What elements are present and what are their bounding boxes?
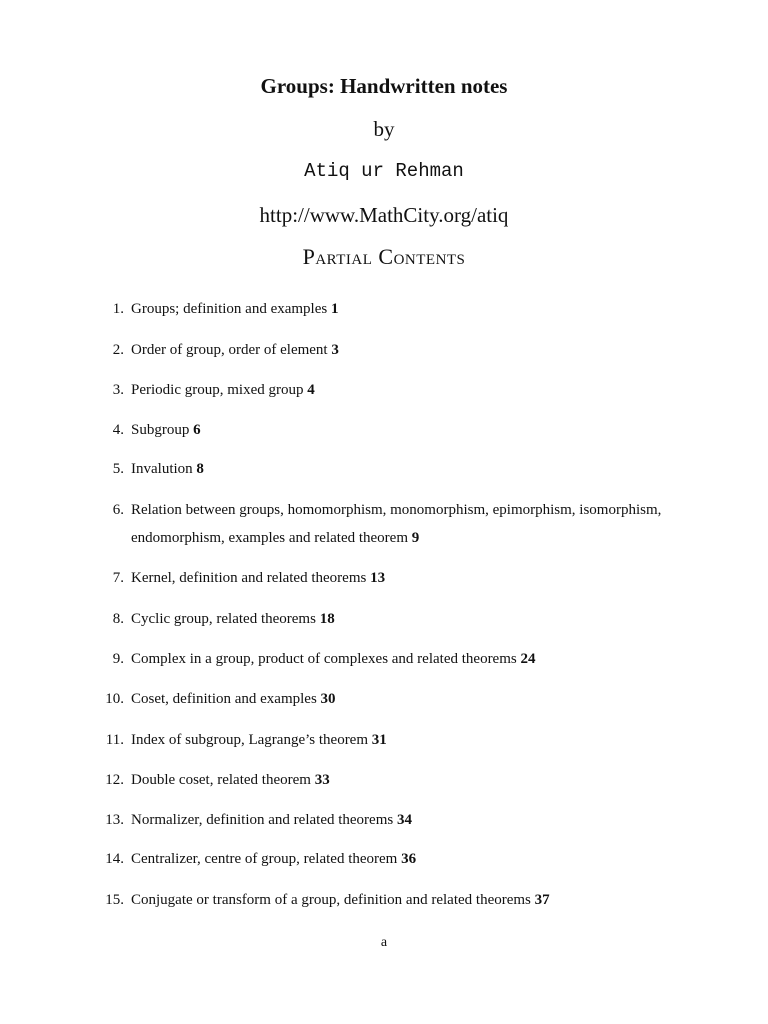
toc-item-number: 13. [105,812,124,828]
toc-item-title: Complex in a group, product of complexes and related theorems [131,651,517,667]
toc-item-text-wrapper [131,689,706,709]
toc-item-page: 4 [307,382,315,398]
toc-item-title: Periodic group, mixed group [131,382,304,398]
author-name: Atiq ur Rehman [304,160,464,182]
toc-item-text-wrapper [131,649,706,669]
toc-item-number: 4. [112,422,124,438]
toc-item-text-wrapper [131,340,706,360]
toc-item-number: 11. [105,732,124,748]
toc-item-number: 7. [112,570,124,586]
toc-item-page: 30 [320,691,336,707]
toc-item-title-line1: Relation between groups, homomorphism, monomorphism, epimorphism, isomorphism, [131,502,662,518]
toc-item-number: 1. [112,301,124,317]
toc-item-text-wrapper [131,770,706,790]
toc-item-title: Index of subgroup, Lagrange’s theorem [131,732,369,748]
toc-item-number: 14. [105,851,124,867]
toc-item-number: 2. [112,342,124,358]
toc-item-page: 1 [330,301,339,317]
toc-item-title: Coset, definition and examples [131,691,317,707]
byline-label: by [373,117,395,141]
toc-item-title: Conjugate or transform of a group, definition and related theorems [131,892,531,908]
toc-item-text-wrapper [131,459,706,479]
toc-item-number: 15. [105,892,124,908]
toc-item-page: 34 [396,812,412,828]
contents-heading: Partial Contents [302,244,466,269]
toc-item-title-line2-wrapper [131,528,706,548]
toc-item-title: Centralizer, centre of group, related theorem [131,851,398,867]
toc-item-text-wrapper [131,299,706,319]
toc-item-page: 36 [401,851,417,867]
website-link[interactable]: http://www.MathCity.org/atiq [259,203,509,227]
toc-item-title: Subgroup [131,422,190,438]
toc-item-text-wrapper [131,730,706,750]
toc-item-text-wrapper [131,380,706,400]
toc-item-title: endomorphism, examples and related theorem [131,530,408,546]
toc-item-page: 9 [411,530,420,546]
toc-item-title: Normalizer, definition and related theorems [131,812,394,828]
toc-item-title: Invalution [131,461,193,477]
toc-item-page: 6 [193,422,201,438]
toc-item-number: 9. [112,651,124,667]
toc-item-number: 6. [112,502,124,518]
toc-item-page: 13 [370,570,386,586]
page-footer-label: a [380,935,388,950]
toc-item-text-wrapper [131,810,706,830]
toc-item-title: Double coset, related theorem [131,772,311,788]
toc-item-title: Kernel, definition and related theorems [131,570,367,586]
toc-item-page: 8 [196,461,204,477]
toc-item-number: 8. [112,611,124,627]
toc-item-page: 37 [534,892,550,908]
toc-item-text-wrapper [131,420,706,440]
toc-item-page: 18 [319,611,335,627]
toc-item-page: 33 [314,772,330,788]
toc-item-number: 3. [112,382,124,398]
toc-item-text-wrapper [131,500,706,548]
toc-item-text-wrapper [131,568,706,588]
toc-item-number: 10. [105,691,124,707]
toc-item-title: Groups; definition and examples [131,301,328,317]
toc-item-text-wrapper [131,849,706,869]
toc-item-number: 12. [105,772,124,788]
toc-item-title: Order of group, order of element [131,342,328,358]
toc-item-text-wrapper [131,890,706,910]
document-title: Groups: Handwritten notes [260,74,508,98]
toc-item-page: 24 [520,651,536,667]
toc-item-number: 5. [112,461,124,477]
toc-item-page: 31 [371,732,387,748]
toc-item-text-wrapper [131,609,706,629]
toc-item-title: Cyclic group, related theorems [131,611,316,627]
toc-item-page: 3 [331,342,339,358]
